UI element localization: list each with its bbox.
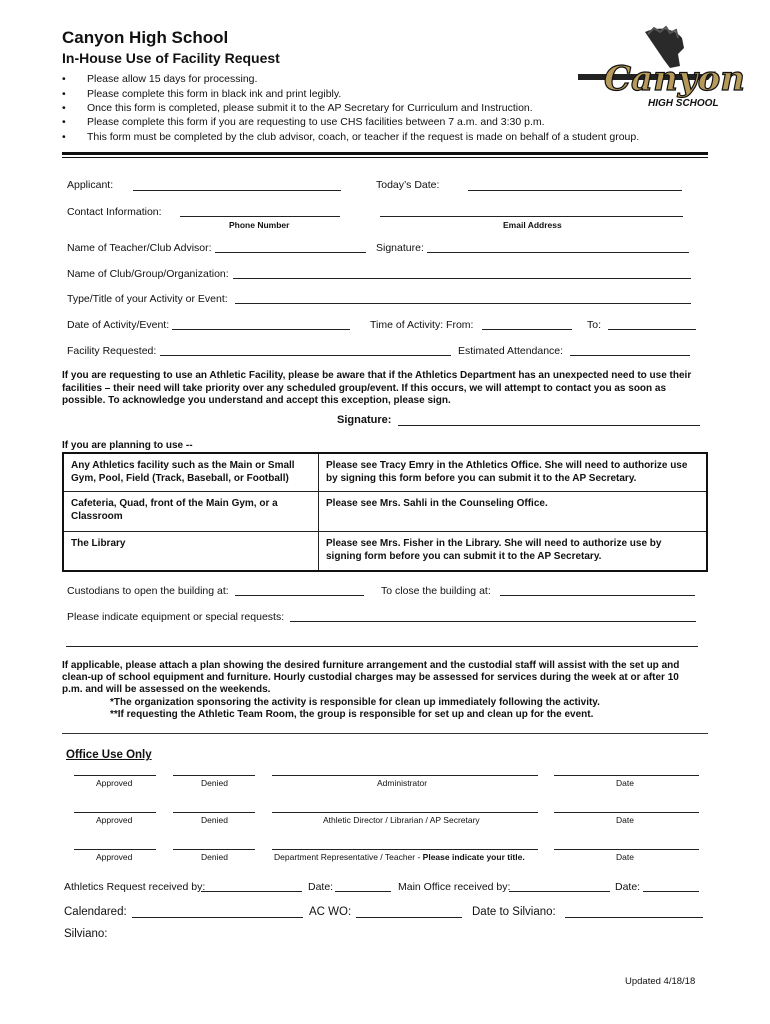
instruction-text: Please complete this form in black ink and print legibly. xyxy=(87,88,342,100)
email-caption: Email Address xyxy=(503,220,562,230)
denied-field[interactable] xyxy=(173,775,255,776)
instruction-item: • xyxy=(62,88,66,100)
table-row xyxy=(63,531,707,571)
activity-type-field[interactable] xyxy=(235,303,691,304)
approved-caption: Approved xyxy=(96,778,133,788)
date-caption: Date xyxy=(616,852,634,862)
calendared-label: Calendared: xyxy=(64,906,127,918)
school-logo xyxy=(570,24,745,114)
main-office-field[interactable] xyxy=(509,891,610,892)
signature-label: Signature: xyxy=(376,242,424,254)
approved-field[interactable] xyxy=(74,849,156,850)
date-field[interactable] xyxy=(554,812,699,813)
calendared-field[interactable] xyxy=(132,917,303,918)
instruction-text: Please complete this form if you are requesting to use CHS facilities between 7 a.m. and 3:30 p.m. xyxy=(87,116,545,128)
furniture-notice: If applicable, please attach a plan showing the desired furniture arrangement and the custodial staff will assist with the set up and clean-up of school equipment and furniture. Hourly custodial charges may be assessed for services during the week at or after 10 p.m. and will be assessed on the weekends. xyxy=(62,660,680,695)
administrator-caption: Administrator xyxy=(377,778,428,788)
date-field[interactable] xyxy=(554,775,699,776)
athletic-director-field[interactable] xyxy=(272,812,538,813)
instruction-item: • xyxy=(62,102,66,114)
equipment-field[interactable] xyxy=(290,621,696,622)
attendance-field[interactable] xyxy=(570,355,690,356)
department-rep-text: Department Representative / Teacher - xyxy=(274,852,423,862)
department-rep-field[interactable] xyxy=(272,849,538,850)
athletics-date-label: Date: xyxy=(308,881,334,893)
svg-text:HIGH SCHOOL: HIGH SCHOOL xyxy=(648,98,719,109)
applicant-field[interactable] xyxy=(133,190,341,191)
date-to-silviano-label: Date to Silviano: xyxy=(472,906,556,918)
date-to-silviano-field[interactable] xyxy=(565,917,703,918)
custodian-close-label: To close the building at: xyxy=(381,585,491,597)
header-divider xyxy=(62,152,708,158)
activity-date-label: Date of Activity/Event: xyxy=(67,319,170,331)
office-use-title: Office Use Only xyxy=(66,749,152,761)
club-label: Name of Club/Group/Organization: xyxy=(67,268,229,280)
department-rep-caption xyxy=(274,852,525,862)
activity-date-field[interactable] xyxy=(172,329,350,330)
denied-caption: Denied xyxy=(201,815,228,825)
time-to-field[interactable] xyxy=(608,329,696,330)
signature-field[interactable] xyxy=(427,252,689,253)
approved-caption: Approved xyxy=(96,852,133,862)
custodian-close-field[interactable] xyxy=(500,595,695,596)
facility-table xyxy=(62,452,708,572)
custodian-open-field[interactable] xyxy=(235,595,364,596)
instruction-cell: Please see Mrs. Fisher in the Library. She will need to authorize use by signing form before you can submit it to the AP Secretary. xyxy=(319,531,708,571)
athletic-notice: If you are requesting to use an Athletic Facility, please be aware that if the Athletics Department has an unexpected need to use their facilities – their need will take priority over any scheduled group/event. If this occurs, we will attempt to contact you as soon as possible. To acknowledge you understand and accept this exception, please sign. xyxy=(62,370,692,406)
athletics-received-label: Athletics Request received by: xyxy=(64,881,206,893)
form-title: In-House Use of Facility Request xyxy=(62,50,280,66)
approved-field[interactable] xyxy=(74,775,156,776)
email-field[interactable] xyxy=(380,216,683,217)
instruction-cell: Please see Tracy Emry in the Athletics Office. She will need to authorize use by signing this form before you can submit it to the AP Secretary. xyxy=(319,453,708,491)
silviano-label: Silviano: xyxy=(64,928,108,940)
facility-label: Facility Requested: xyxy=(67,345,157,357)
facility-cell: The Library xyxy=(63,531,319,571)
attendance-label: Estimated Attendance: xyxy=(458,345,564,357)
team-room-note: **If requesting the Athletic Team Room, the group is responsible for set up and clean up for the event. xyxy=(110,709,594,720)
instruction-text: Once this form is completed, please submit it to the AP Secretary for Curriculum and Instruction. xyxy=(87,102,533,114)
teacher-field[interactable] xyxy=(215,252,366,253)
date-caption: Date xyxy=(616,815,634,825)
svg-text:Canyon: Canyon xyxy=(604,59,745,99)
applicant-label: Applicant: xyxy=(67,179,114,191)
approved-caption: Approved xyxy=(96,815,133,825)
todays-date-field[interactable] xyxy=(468,190,682,191)
main-office-date-field[interactable] xyxy=(643,891,699,892)
office-divider xyxy=(62,733,708,734)
planning-label: If you are planning to use -- xyxy=(62,440,193,451)
approved-field[interactable] xyxy=(74,812,156,813)
club-field[interactable] xyxy=(233,278,691,279)
denied-caption: Denied xyxy=(201,778,228,788)
athletic-director-caption: Athletic Director / Librarian / AP Secretary xyxy=(323,815,480,825)
department-rep-title-hint: Please indicate your title. xyxy=(422,852,525,862)
facility-cell: Cafeteria, Quad, front of the Main Gym, or a Classroom xyxy=(63,491,319,531)
phone-field[interactable] xyxy=(180,216,340,217)
ack-signature-label: Signature: xyxy=(337,414,392,426)
facility-field[interactable] xyxy=(160,355,451,356)
instruction-item: • xyxy=(62,131,66,143)
equipment-label: Please indicate equipment or special requests: xyxy=(67,611,285,623)
table-row xyxy=(63,453,707,491)
ack-signature-field[interactable] xyxy=(398,425,700,426)
time-from-field[interactable] xyxy=(482,329,572,330)
athletics-received-field[interactable] xyxy=(201,891,302,892)
teacher-label: Name of Teacher/Club Advisor: xyxy=(67,242,212,254)
instruction-item: • xyxy=(62,73,66,85)
instruction-item: • xyxy=(62,116,66,128)
date-caption: Date xyxy=(616,778,634,788)
main-office-date-label: Date: xyxy=(615,881,641,893)
contact-label: Contact Information: xyxy=(67,206,162,218)
facility-cell: Any Athletics facility such as the Main or Small Gym, Pool, Field (Track, Baseball, or Football) xyxy=(63,453,319,491)
ac-wo-label: AC WO: xyxy=(309,906,352,918)
cleanup-note: *The organization sponsoring the activity is responsible for clean up immediately following the activity. xyxy=(110,697,600,708)
activity-type-label: Type/Title of your Activity or Event: xyxy=(67,293,228,305)
phone-caption: Phone Number xyxy=(229,220,290,230)
instruction-text: Please allow 15 days for processing. xyxy=(87,73,258,85)
equipment-field-line-2[interactable] xyxy=(66,646,698,647)
main-office-label: Main Office received by: xyxy=(398,881,511,893)
time-to-label: To: xyxy=(587,319,602,331)
todays-date-label: Today’s Date: xyxy=(376,179,440,191)
athletics-date-field[interactable] xyxy=(335,891,391,892)
instruction-text: This form must be completed by the club advisor, coach, or teacher if the request is made on behalf of a student group. xyxy=(87,131,640,143)
denied-caption: Denied xyxy=(201,852,228,862)
date-field[interactable] xyxy=(554,849,699,850)
instruction-cell: Please see Mrs. Sahli in the Counseling Office. xyxy=(319,491,708,531)
administrator-field[interactable] xyxy=(272,775,538,776)
denied-field[interactable] xyxy=(173,812,255,813)
school-name: Canyon High School xyxy=(62,28,229,47)
custodian-open-label: Custodians to open the building at: xyxy=(67,585,229,597)
denied-field[interactable] xyxy=(173,849,255,850)
updated-date: Updated 4/18/18 xyxy=(625,976,696,987)
table-row xyxy=(63,491,707,531)
ac-wo-field[interactable] xyxy=(356,917,462,918)
time-from-label: Time of Activity: From: xyxy=(370,319,474,331)
